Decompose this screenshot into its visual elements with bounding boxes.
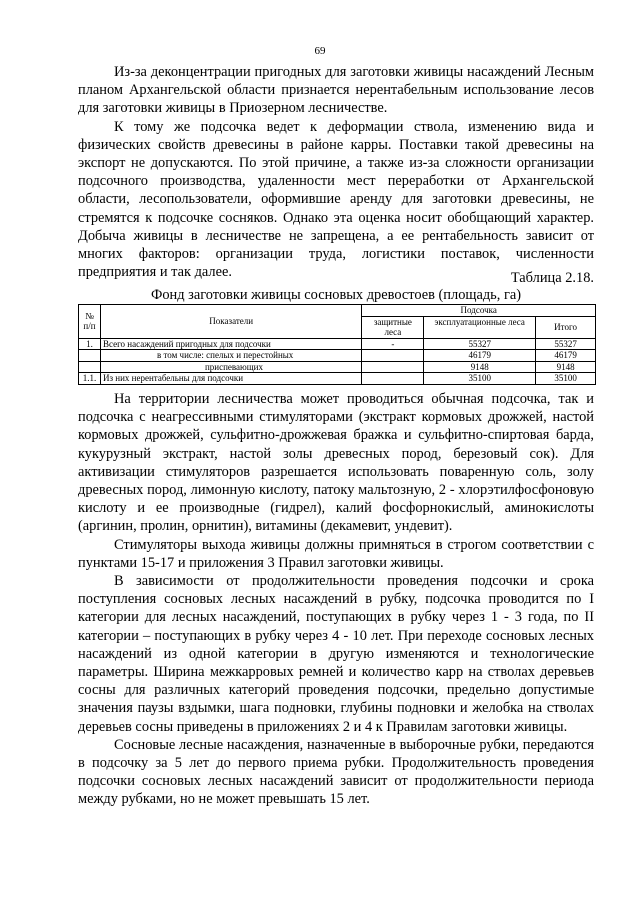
table-title: Фонд заготовки живицы сосновых древостоев (площадь, га): [150, 287, 522, 303]
cell-exploitation: 55327: [424, 338, 536, 350]
header-group: Подсочка: [362, 305, 596, 317]
paragraph: Из-за деконцентрации пригодных для заготовки живицы насаждений Лесным планом Архангельской области признается нерентабельным использование лесов для заготовки живицы в Приозерном лесничестве.: [78, 64, 594, 117]
cell-num: [79, 361, 101, 373]
header-protective: защитные леса: [362, 316, 424, 338]
cell-protective: -: [362, 338, 424, 350]
cell-indicator: приспевающих: [100, 361, 361, 373]
table-row: [79, 350, 596, 362]
paragraph: В зависимости от продолжительности проведения подсочки и срока поступления сосновых лесных насаждений в рубку, подсочка проводится по I категории для лесных насаждений, поступающих в рубку через 1 - 3 года, по II категории – поступающих в рубку через 4 - 10 лет. При переходе сосновых лесных насаждений из одной категории в другую изменяются и технологические параметры. Ширина межкарровых ремней и количество карр на стволах деревьев сосны для различных категорий проведения подсочки, предельно допустимые значения паузы вздымки, шага подновки, глубины подновки и желобка на стволах деревьев сосны приведены в приложениях 2 и 4 к Правилам заготовки живицы.: [78, 573, 594, 735]
cell-exploitation: 46179: [424, 350, 536, 362]
paragraph: Стимуляторы выхода живицы должны примняться в строгом соответствии с пунктами 15-17 и приложения 3 Правил заготовки живицы.: [78, 536, 594, 571]
page-number: 69: [314, 45, 326, 57]
cell-protective: [362, 373, 424, 385]
cell-indicator: Из них нерентабельны для подсочки: [100, 373, 361, 385]
table-label: Таблица 2.18.: [510, 270, 594, 286]
cell-exploitation: 35100: [424, 373, 536, 385]
table-row: [79, 338, 596, 350]
cell-exploitation: 9148: [424, 361, 536, 373]
cell-total: 35100: [536, 373, 596, 385]
header-indicators: Показатели: [100, 305, 361, 339]
cell-total: 9148: [536, 361, 596, 373]
paragraph: К тому же подсочка ведет к деформации ствола, изменению вида и физических свойств древесины в районе карры. Поставки такой древесины на экспорт не допускаются. По этой причине, а также из-за сложности организации подсочного производства, удаленности мест переработки от Архангельской области, лесопользователи, оформившие аренду для заготовки древесины, не стремятся к подсочке сосняков. Однако эта оценка носит обобщающий характер. Добыча живицы в лесничестве не запрещена, а ее рентабельность зависит от многих факторов: организации труда, логистики поставок, численности предприятия и так далее.: [78, 118, 594, 281]
table-row: [79, 361, 596, 373]
cell-indicator: в том числе: спелых и перестойных: [100, 350, 361, 362]
paragraph: Сосновые лесные насаждения, назначенные в выборочные рубки, передаются в подсочку за 5 лет до первого приема рубки. Продолжительность проведения подсочки сосновых лесных насаждений зависит от продолжительности периода между рубками, но не может превышать 15 лет.: [78, 736, 594, 808]
text-block-bottom: [78, 390, 594, 809]
cell-num: 1.: [79, 338, 101, 350]
paragraph: На территории лесничества может проводиться обычная подсочка, так и подсочка с неагрессивными стимуляторами (экстракт кормовых дрожжей, настой кормовых дрожжей, сульфитно-дрожжевая бражка и сульфитно-спиртовая барда, кукурузный экстракт, настой золы древесных пород, березовый сок). Для активизации стимуляторов разрешается использовать поваренную соль, золу древесных пород, лимонную кислоту, патоку мальтозную, 2 - хлорэтилфосфоновую кислоту и ее производные (гидрел), калий фосфорнокислый, аминокислоты (аргинин, пролин, орнитин), витамины (декамевит, ундевит).: [78, 391, 594, 535]
cell-total: 46179: [536, 350, 596, 362]
text-block-top: [78, 63, 594, 281]
cell-protective: [362, 361, 424, 373]
table-row: [79, 373, 596, 385]
cell-num: 1.1.: [79, 373, 101, 385]
cell-protective: [362, 350, 424, 362]
fund-table: [78, 304, 596, 385]
header-exploitation: эксплуатационные леса: [424, 316, 536, 338]
cell-indicator: Всего насаждений пригодных для подсочки: [100, 338, 361, 350]
cell-total: 55327: [536, 338, 596, 350]
cell-num: [79, 350, 101, 362]
header-num: № п/п: [79, 305, 101, 339]
table-header-row: [79, 305, 596, 317]
header-total: Итого: [536, 316, 596, 338]
